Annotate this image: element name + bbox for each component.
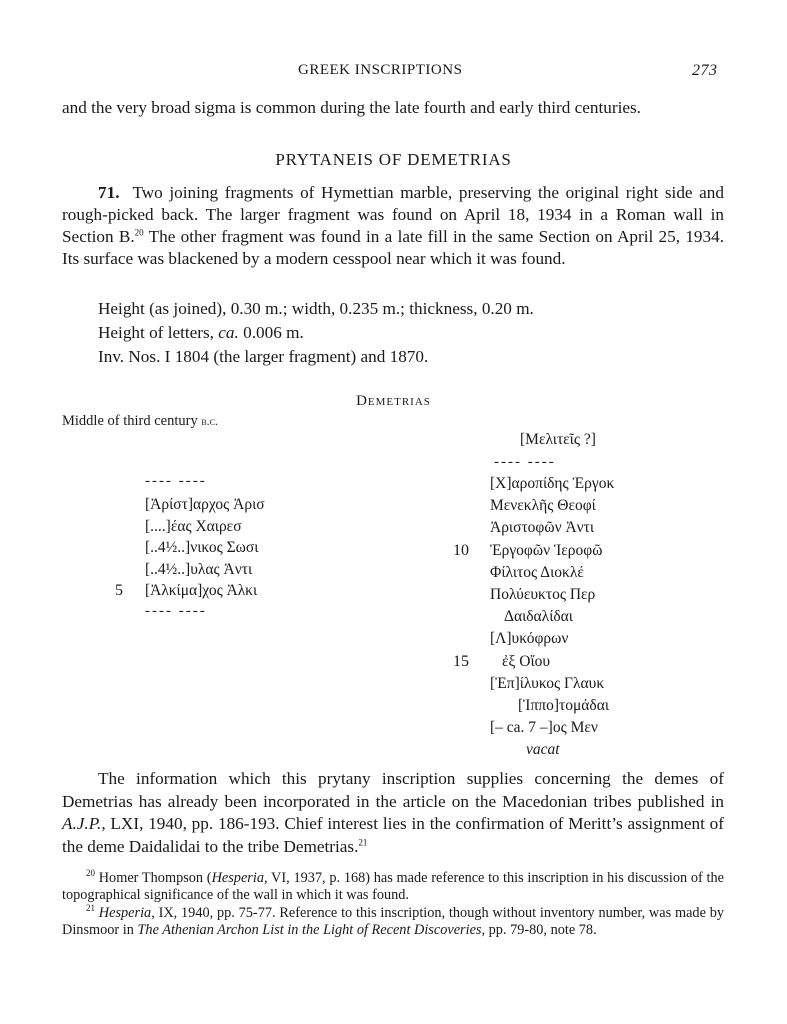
inscription-line: [Χ]αροπίδης Ἐργοκ [490, 475, 615, 492]
line-number: 15 [453, 652, 469, 670]
inscription-line: vacat [526, 741, 560, 759]
entry-description-a: Two joining fragments of Hymettian marble, preserving the original right side and rough-picked back. The larger fragment was found on April 18, 1934 in a Roman wall in Section B. [62, 183, 724, 246]
inscription-title: Demetrias [356, 393, 431, 409]
footnote-21 [62, 905, 724, 939]
inscription-line: [Ἱππο]τομάδαι [518, 697, 610, 714]
journal-name: A.J.P. [62, 814, 102, 833]
inventory-numbers: Inv. Nos. I 1804 (the larger fragment) and 1870. [98, 347, 429, 366]
footnote-21-book-title: The Athenian Archon List in the Light of Recent Discoveries [137, 922, 482, 938]
inscription-line: [Ἀρίστ]αρχος Ἀρισ [145, 496, 265, 513]
intro-paragraph: and the very broad sigma is common during the late fourth and early third centuries. [62, 98, 641, 117]
inscription-line: [..4½..]νικος Σωσι [145, 539, 259, 556]
footnote-21-num: 21 [86, 903, 95, 914]
discussion-paragraph [62, 768, 724, 858]
date-text: Middle of third century [62, 413, 202, 429]
letter-height-ca: ca. [218, 323, 239, 342]
letter-height-value: 0.006 m. [238, 323, 304, 342]
footnote-ref-21[interactable]: 21 [358, 836, 368, 847]
inscription-line: Μενεκλῆς Θεοφί [490, 497, 596, 515]
date-era: b.c. [201, 414, 219, 428]
inscription-line: [....]έας Χαιρεσ [145, 517, 242, 535]
footnote-ref-20[interactable]: 20 [134, 227, 144, 238]
left-lacuna-bottom: ---- ---- [145, 603, 207, 619]
dimensions: Height (as joined), 0.30 m.; width, 0.235 m.; thickness, 0.20 m. [98, 299, 534, 318]
letter-height [98, 323, 304, 343]
inscription-line: [Λ]υκόφρων [490, 630, 569, 648]
footnote-21-post: , IX, 1940, pp. 75-77. Reference to this inscription, though without inventory number, was made by Dinsmoor in [62, 905, 724, 938]
line-number: 10 [453, 541, 469, 559]
inscription-line: [Ἀλκίμα]χος Ἀλκι [145, 582, 258, 599]
footnote-20-post: , VI, 1937, p. 168) has made reference to this inscription in his discussion of the topographical significance of the wall in which it was found. [62, 870, 724, 903]
right-heading: [Μελιτεῖς ?] [520, 431, 596, 448]
footnote-20-num: 20 [86, 868, 95, 879]
inscription-line: Ἐργοφῶν Ἱεροφῶ [490, 541, 603, 559]
entry-description [62, 182, 724, 270]
discussion-b: , LXI, 1940, pp. 186-193. Chief interest lies in the confirmation of Meritt’s assignment of the deme Daidalidai to the tribe Demetrias. [62, 814, 724, 856]
footnote-21-ital: Hesperia [98, 905, 152, 921]
inscription-line: [Ἐπ]ίλυκος Γλαυκ [490, 674, 605, 692]
discussion-a: The information which this prytany inscription supplies concerning the demes of Demetrias has already been incorporated in the article on the Macedonian tribes published in [62, 769, 724, 811]
inscription-line: ἐξ Οἴου [502, 652, 551, 670]
footnote-21-post2: , pp. 79-80, note 78. [481, 922, 597, 938]
left-lacuna-top: ---- ---- [145, 473, 207, 489]
right-lacuna-top: ---- ---- [494, 454, 556, 470]
inscription-line: Πολύευκτος Περ [490, 586, 596, 603]
section-title: PRYTANEIS OF DEMETRIAS [275, 150, 512, 169]
letter-height-label: Height of letters, [98, 323, 219, 342]
inscription-date [62, 413, 218, 430]
footnote-20-pre: Homer Thompson ( [95, 870, 212, 886]
running-header-title: GREEK INSCRIPTIONS [298, 62, 463, 78]
inscription-line: Ἀριστοφῶν Ἀντι [490, 519, 595, 537]
entry-number: 71. [98, 183, 120, 202]
footnote-20 [62, 870, 724, 904]
line-number: 5 [115, 582, 123, 599]
page-number: 273 [692, 62, 718, 79]
inscription-line: Δαιδαλίδαι [504, 608, 573, 626]
footnote-20-ital: Hesperia [211, 870, 264, 886]
inscription-line: Φίλιτος Διοκλέ [490, 563, 584, 581]
entry-description-b: The other fragment was found in a late fill in the same Section on April 25, 1934. Its surface was blackened by a modern cesspool near which it was found. [62, 227, 724, 268]
inscription-line: [..4½..]υλας Ἀντι [145, 560, 253, 578]
inscription-line: [– ca. 7 –]ος Μεν [490, 719, 598, 737]
